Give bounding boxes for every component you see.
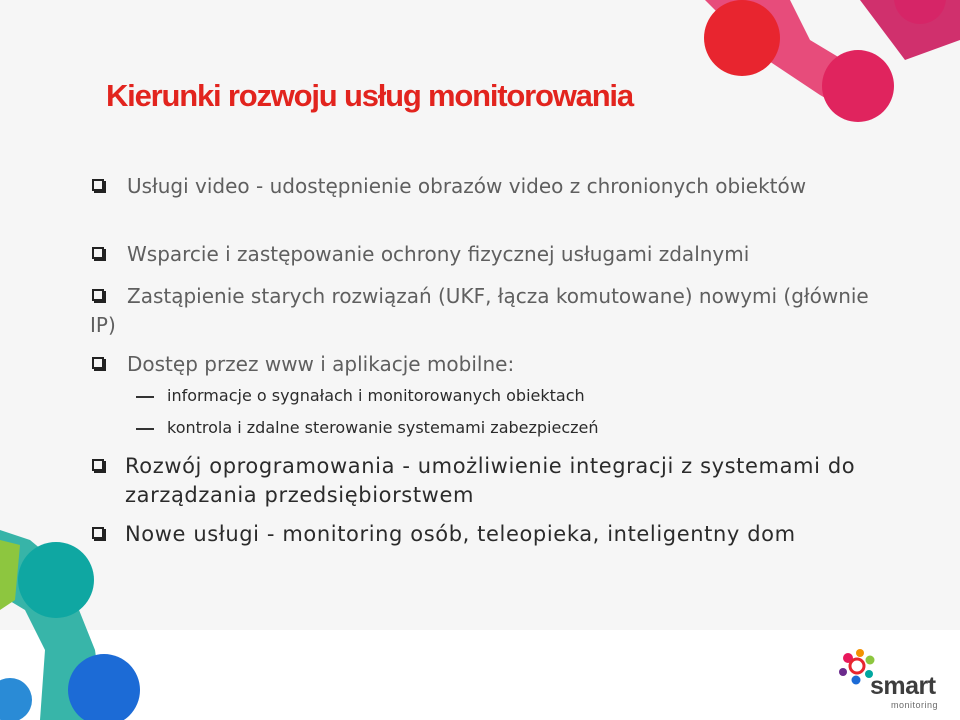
top-right-molecule-graphic xyxy=(704,0,960,122)
bullet-text: Nowe usługi - monitoring osób, teleopieka, inteligentny dom xyxy=(125,522,796,546)
logo-tagline: monitoring xyxy=(891,700,939,710)
bullet-item xyxy=(90,282,900,340)
sub-bullet-item xyxy=(136,386,585,405)
bullet-text: Zastąpienie starych rozwiązań (UKF, łącza komutowane) nowymi (głównie IP) xyxy=(90,284,869,337)
bullet-item xyxy=(90,172,900,201)
bullet-item xyxy=(90,452,900,510)
logo-wordmark: smart xyxy=(870,672,936,700)
bullet-item xyxy=(90,520,900,549)
slide-title: Kierunki rozwoju usług monitorowania xyxy=(106,78,633,113)
checkbox-square-icon xyxy=(92,247,104,259)
bottom-left-molecule-graphic xyxy=(0,530,140,720)
dash-icon xyxy=(136,428,154,430)
bullet-item xyxy=(90,350,900,379)
sub-bullet-item xyxy=(136,418,599,437)
bullet-item xyxy=(90,240,900,269)
sub-bullet-text: kontrola i zdalne sterowanie systemami zabezpieczeń xyxy=(167,418,599,437)
sub-bullet-text: informacje o sygnałach i monitorowanych obiektach xyxy=(167,386,585,405)
dash-icon xyxy=(136,396,154,398)
checkbox-square-icon xyxy=(92,289,104,301)
bullet-text: Wsparcie i zastępowanie ochrony fizycznej usługami zdalnymi xyxy=(127,242,750,266)
checkbox-square-icon xyxy=(92,357,104,369)
checkbox-square-icon xyxy=(92,459,104,471)
checkbox-square-icon xyxy=(92,179,104,191)
bullet-text: Rozwój oprogramowania - umożliwienie integracji z systemami do zarządzania przedsiębiorstwem xyxy=(125,454,856,507)
bullet-text: Usługi video - udostępnienie obrazów video z chronionych obiektów xyxy=(127,174,807,198)
checkbox-square-icon xyxy=(92,527,104,539)
bullet-text: Dostęp przez www i aplikacje mobilne: xyxy=(127,352,515,376)
